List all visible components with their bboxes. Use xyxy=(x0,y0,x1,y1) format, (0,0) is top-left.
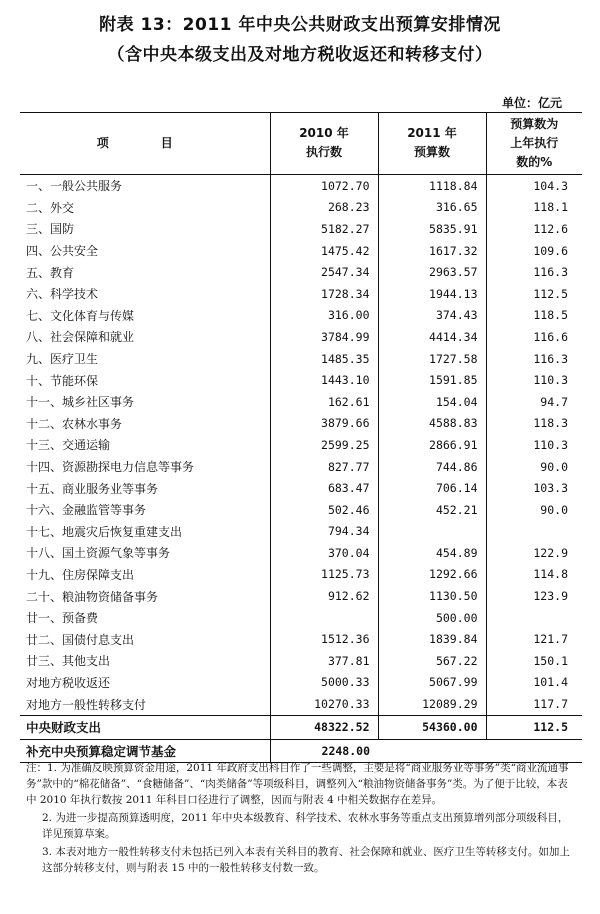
row-2010: 1125.73 xyxy=(270,564,378,586)
row-name: 二、外交 xyxy=(26,200,75,215)
page-title: 附表 13：2011 年中央公共财政支出预算安排情况 xyxy=(99,15,501,35)
row-2010 xyxy=(270,607,378,629)
row-2011: 1617.32 xyxy=(378,240,486,262)
row-name: 十八、国土资源气象等事务 xyxy=(26,546,171,561)
row-2011: 1727.58 xyxy=(378,348,486,370)
table-row xyxy=(20,434,582,456)
row-pct: 110.3 xyxy=(486,434,582,456)
row-pct: 90.0 xyxy=(486,499,582,521)
row-2011: 1292.66 xyxy=(378,564,486,586)
row-2010: 1443.10 xyxy=(270,369,378,391)
row-name: 十一、城乡社区事务 xyxy=(26,395,135,410)
row-2011: 374.43 xyxy=(378,305,486,327)
row-name: 十五、商业服务业等事务 xyxy=(26,481,159,496)
row-2010: 1512.36 xyxy=(270,628,378,650)
table-row xyxy=(20,391,582,413)
row-2010: 162.61 xyxy=(270,391,378,413)
header-item: 项 目 xyxy=(20,112,270,175)
row-2011: 452.21 xyxy=(378,499,486,521)
header-2010-line2: 执行数 xyxy=(305,145,342,159)
table-row xyxy=(20,197,582,219)
footnote-2: 2. 为进一步提高预算透明度，2011 年中央本级教育、科学技术、农林水事务等重点支出预算增列部分项级科目，详见预算草案。 xyxy=(42,812,569,840)
row-name: 六、科学技术 xyxy=(26,287,99,302)
row-2011: 4414.34 xyxy=(378,326,486,348)
supplement-2011 xyxy=(378,739,486,762)
row-name: 对地方税收返还 xyxy=(26,675,111,690)
row-pct: 114.8 xyxy=(486,564,582,586)
total-pct: 112.5 xyxy=(486,715,582,739)
row-pct: 150.1 xyxy=(486,650,582,672)
row-2010: 912.62 xyxy=(270,585,378,607)
row-name: 四、公共安全 xyxy=(26,244,99,259)
row-pct: 112.6 xyxy=(486,218,582,240)
row-2011: 154.04 xyxy=(378,391,486,413)
row-2010: 377.81 xyxy=(270,650,378,672)
row-pct: 110.3 xyxy=(486,369,582,391)
row-pct: 94.7 xyxy=(486,391,582,413)
row-pct: 116.6 xyxy=(486,326,582,348)
table-row xyxy=(20,326,582,348)
row-pct: 118.1 xyxy=(486,197,582,219)
row-name: 廿一、预备费 xyxy=(26,611,99,626)
row-pct: 117.7 xyxy=(486,693,582,715)
table-row xyxy=(20,456,582,478)
row-name: 二十、粮油物资储备事务 xyxy=(26,589,159,604)
row-pct: 123.9 xyxy=(486,585,582,607)
row-name: 对地方一般性转移支付 xyxy=(26,697,147,712)
table-row xyxy=(20,283,582,305)
total-row xyxy=(20,715,582,739)
row-pct: 109.6 xyxy=(486,240,582,262)
row-pct: 90.0 xyxy=(486,456,582,478)
table-header-row xyxy=(20,112,582,175)
table-body xyxy=(20,175,582,763)
row-name: 十六、金融监管等事务 xyxy=(26,503,147,518)
row-2011: 706.14 xyxy=(378,477,486,499)
table-row xyxy=(20,218,582,240)
table-row xyxy=(20,628,582,650)
row-2011: 2866.91 xyxy=(378,434,486,456)
supplement-row xyxy=(20,739,582,762)
row-name: 五、教育 xyxy=(26,265,75,280)
page-subtitle: （含中央本级支出及对地方税收返还和转移支付） xyxy=(107,45,493,65)
row-2010: 5000.33 xyxy=(270,672,378,694)
row-2010: 3784.99 xyxy=(270,326,378,348)
row-name: 八、社会保障和就业 xyxy=(26,330,135,345)
row-2011: 1839.84 xyxy=(378,628,486,650)
header-2011-line1: 2011 年 xyxy=(407,126,457,140)
row-2010: 683.47 xyxy=(270,477,378,499)
total-name: 中央财政支出 xyxy=(20,715,270,739)
row-2010: 316.00 xyxy=(270,305,378,327)
table-row xyxy=(20,369,582,391)
unit-label: 单位：亿元 xyxy=(501,96,562,110)
header-2010-line1: 2010 年 xyxy=(299,126,349,140)
table-row xyxy=(20,240,582,262)
table-row xyxy=(20,585,582,607)
table-row xyxy=(20,261,582,283)
table-row xyxy=(20,175,582,197)
header-pct-line2: 上年执行 xyxy=(510,135,559,150)
row-pct: 103.3 xyxy=(486,477,582,499)
row-name: 十二、农林水事务 xyxy=(26,416,123,431)
row-name: 九、医疗卫生 xyxy=(26,352,99,367)
row-pct: 104.3 xyxy=(486,175,582,197)
table-row xyxy=(20,650,582,672)
supplement-pct xyxy=(486,739,582,762)
row-2011: 4588.83 xyxy=(378,413,486,435)
row-2010: 370.04 xyxy=(270,542,378,564)
row-2011: 12089.29 xyxy=(378,693,486,715)
table-row xyxy=(20,607,582,629)
row-name: 廿二、国债付息支出 xyxy=(26,632,135,647)
row-name: 廿三、其他支出 xyxy=(26,654,111,669)
supplement-name: 补充中央预算稳定调节基金 xyxy=(20,739,270,762)
table-row xyxy=(20,477,582,499)
total-2010: 48322.52 xyxy=(270,715,378,739)
row-name: 十、节能环保 xyxy=(26,373,99,388)
row-2011: 316.65 xyxy=(378,197,486,219)
row-2010: 1728.34 xyxy=(270,283,378,305)
row-pct: 118.3 xyxy=(486,413,582,435)
total-2011: 54360.00 xyxy=(378,715,486,739)
row-name: 十四、资源勘探电力信息等事务 xyxy=(26,460,195,475)
footnotes xyxy=(26,760,576,878)
row-2011: 5835.91 xyxy=(378,218,486,240)
row-2011: 5067.99 xyxy=(378,672,486,694)
row-2011: 744.86 xyxy=(378,456,486,478)
header-2011-line2: 预算数 xyxy=(413,145,450,159)
row-pct: 116.3 xyxy=(486,261,582,283)
budget-table xyxy=(20,112,582,763)
row-2011: 500.00 xyxy=(378,607,486,629)
table-row xyxy=(20,693,582,715)
supplement-2010: 2248.00 xyxy=(270,739,378,762)
row-pct xyxy=(486,607,582,629)
row-pct: 101.4 xyxy=(486,672,582,694)
row-pct: 116.3 xyxy=(486,348,582,370)
row-2011: 1118.84 xyxy=(378,175,486,197)
row-2011: 2963.57 xyxy=(378,261,486,283)
row-2011: 1591.85 xyxy=(378,369,486,391)
row-2010: 2599.25 xyxy=(270,434,378,456)
row-2010: 1485.35 xyxy=(270,348,378,370)
row-pct xyxy=(486,521,582,543)
row-name: 七、文化体育与传媒 xyxy=(26,308,135,323)
table-row xyxy=(20,672,582,694)
row-name: 十三、交通运输 xyxy=(26,438,111,453)
table-row xyxy=(20,348,582,370)
row-pct: 112.5 xyxy=(486,283,582,305)
footnote-1: 注：1. 为准确反映预算资金用途，2011 年政府支出科目作了一些调整，主要是将“商业服务业等事务”类“商业流通事务”款中的“棉花储备”、“食糖储备”、“肉类储备”等项级科目，调整列入“粮油物资储备事务”类。为了便于比较，本表中 2010 年执行数按 2011 年科目口径进行了调整，因而与附表 4 中相关数据存在差异。 xyxy=(26,762,569,806)
row-name: 十九、住房保障支出 xyxy=(26,567,135,582)
row-2010: 3879.66 xyxy=(270,413,378,435)
header-pct-line1: 预算数为 xyxy=(510,116,559,131)
row-2011: 1944.13 xyxy=(378,283,486,305)
table-row xyxy=(20,413,582,435)
row-2010: 502.46 xyxy=(270,499,378,521)
row-2010: 827.77 xyxy=(270,456,378,478)
row-name: 一、一般公共服务 xyxy=(26,179,123,194)
row-2010: 268.23 xyxy=(270,197,378,219)
row-2011: 567.22 xyxy=(378,650,486,672)
table-row xyxy=(20,305,582,327)
row-2010: 10270.33 xyxy=(270,693,378,715)
header-pct-line3: 数的% xyxy=(516,154,553,169)
footnote-3: 3. 本表对地方一般性转移支付未包括已列入本表有关科目的教育、社会保障和就业、医疗卫生等转移支付。如加上这部分转移支付，则与附表 15 中的一般性转移支付数一致。 xyxy=(42,846,570,874)
row-pct: 121.7 xyxy=(486,628,582,650)
row-pct: 122.9 xyxy=(486,542,582,564)
row-2011 xyxy=(378,521,486,543)
row-2010: 2547.34 xyxy=(270,261,378,283)
row-name: 十七、地震灾后恢复重建支出 xyxy=(26,524,183,539)
row-name: 三、国防 xyxy=(26,222,75,237)
row-2011: 1130.50 xyxy=(378,585,486,607)
row-pct: 118.5 xyxy=(486,305,582,327)
row-2010: 5182.27 xyxy=(270,218,378,240)
row-2010: 1072.70 xyxy=(270,175,378,197)
row-2010: 1475.42 xyxy=(270,240,378,262)
table-row xyxy=(20,542,582,564)
header-pct xyxy=(486,112,582,175)
header-2011 xyxy=(378,112,486,175)
table-row xyxy=(20,564,582,586)
table-row xyxy=(20,521,582,543)
table-row xyxy=(20,499,582,521)
header-2010 xyxy=(270,112,378,175)
row-2011: 454.89 xyxy=(378,542,486,564)
row-2010: 794.34 xyxy=(270,521,378,543)
